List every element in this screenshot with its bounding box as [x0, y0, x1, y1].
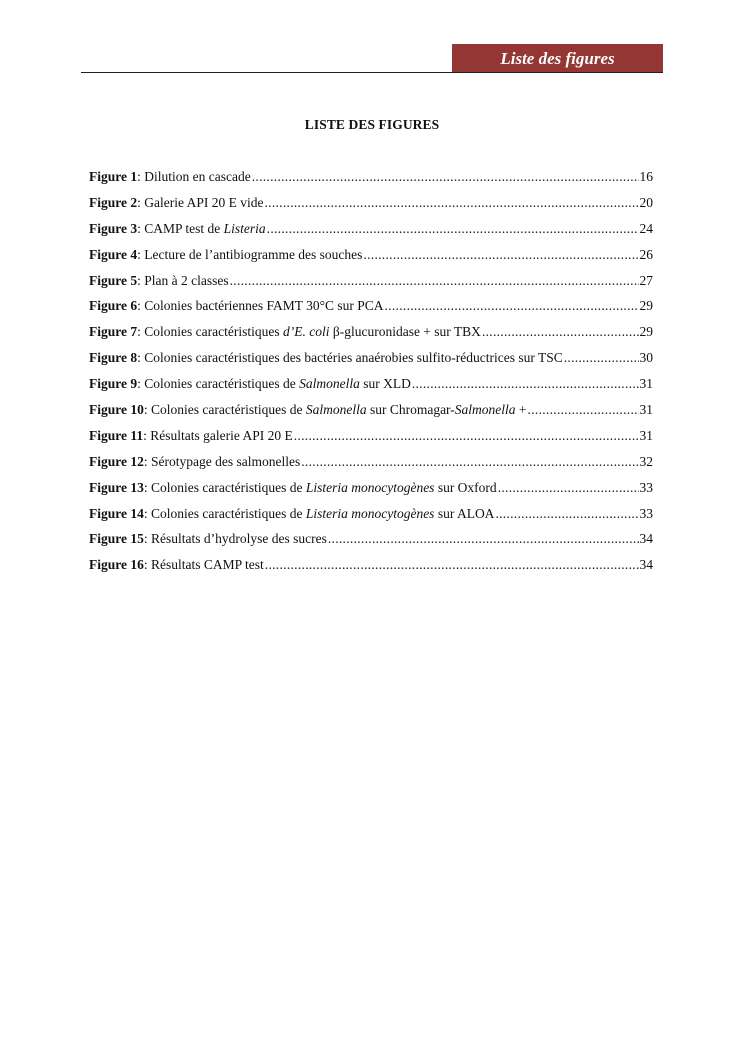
- figure-label: Figure 2: [89, 194, 138, 210]
- caption-text: : CAMP test de: [137, 220, 224, 236]
- figure-label: Figure 15: [89, 531, 144, 547]
- caption-text: : Colonies bactériennes FAMT 30°C sur PCA: [137, 298, 384, 314]
- figure-label: Figure 9: [89, 376, 138, 392]
- caption-italic-text: Salmonella: [299, 376, 360, 392]
- figure-label: Figure 11: [89, 427, 144, 443]
- caption-text: : Colonies caractéristiques de: [143, 505, 306, 521]
- toc-entry[interactable]: [89, 479, 653, 505]
- page-number: 20: [639, 194, 653, 210]
- page-number: 32: [639, 453, 653, 469]
- figure-caption: [137, 272, 228, 290]
- figure-caption: [137, 194, 263, 212]
- figure-caption: [144, 453, 300, 471]
- dot-leader: [267, 220, 639, 238]
- dot-leader: [252, 168, 639, 186]
- caption-text: sur Oxford: [434, 479, 497, 495]
- figure-list: [89, 168, 653, 582]
- caption-italic-text: d’E. coli: [282, 324, 330, 340]
- page-number: 29: [639, 298, 653, 314]
- caption-text: : Lecture de l’antibiogramme des souches: [137, 246, 363, 262]
- page-number: 33: [639, 505, 653, 521]
- toc-entry[interactable]: [89, 401, 653, 427]
- dot-leader: [294, 427, 639, 445]
- dot-leader: [265, 556, 639, 574]
- figure-label: Figure 8: [89, 350, 138, 366]
- page-number: 31: [639, 376, 653, 392]
- dot-leader: [264, 194, 638, 212]
- figure-caption: [137, 168, 251, 186]
- dot-leader: [385, 297, 639, 315]
- figure-label: Figure 5: [89, 272, 138, 288]
- page-number: 34: [639, 531, 653, 547]
- figure-label: Figure 13: [89, 479, 144, 495]
- figure-label: Figure 12: [89, 453, 144, 469]
- page-number: 31: [639, 427, 653, 443]
- caption-text: : Colonies caractéristiques: [137, 324, 283, 340]
- figure-caption: [143, 427, 293, 445]
- figure-label: Figure 10: [89, 402, 144, 418]
- toc-entry[interactable]: [89, 220, 653, 246]
- caption-italic-text: Listeria monocytogènes: [305, 479, 435, 495]
- toc-entry[interactable]: [89, 556, 653, 582]
- caption-italic-text: Salmonella: [454, 402, 516, 418]
- figure-caption: [137, 246, 362, 264]
- figure-caption: [144, 505, 495, 523]
- figure-caption: [137, 323, 481, 341]
- caption-text: : Colonies caractéristiques de: [137, 376, 300, 392]
- figure-caption: [137, 375, 411, 393]
- toc-entry[interactable]: [89, 297, 653, 323]
- figure-label: Figure 4: [89, 246, 138, 262]
- figure-label: Figure 7: [89, 324, 138, 340]
- caption-text: : Résultats d’hydrolyse des sucres: [143, 531, 327, 547]
- dot-leader: [363, 246, 638, 264]
- toc-entry[interactable]: [89, 194, 653, 220]
- page-number: 33: [639, 479, 653, 495]
- dot-leader: [230, 272, 639, 290]
- dot-leader: [328, 530, 639, 548]
- figure-caption: [137, 220, 266, 238]
- dot-leader: [564, 349, 639, 367]
- caption-text: : Galerie API 20 E vide: [137, 194, 264, 210]
- caption-italic-text: Listeria monocytogènes: [305, 505, 435, 521]
- figure-label: Figure 1: [89, 169, 138, 184]
- caption-text: : Colonies caractéristiques de: [143, 479, 306, 495]
- dot-leader: [498, 479, 639, 497]
- header-section-title: Liste des figures: [500, 48, 615, 68]
- page-number: 24: [639, 220, 653, 236]
- figure-caption: [144, 530, 327, 548]
- toc-entry[interactable]: [89, 375, 653, 401]
- dot-leader: [495, 505, 638, 523]
- caption-text: : Résultats CAMP test: [143, 557, 264, 573]
- caption-text: sur XLD: [359, 376, 411, 392]
- caption-text: : Plan à 2 classes: [137, 272, 229, 288]
- toc-entry[interactable]: [89, 453, 653, 479]
- toc-entry[interactable]: [89, 530, 653, 556]
- dot-leader: [301, 453, 638, 471]
- toc-entry[interactable]: [89, 349, 653, 375]
- caption-text: : Colonies caractéristiques des bactéries anaérobies sulfito-réductrices sur TSC: [137, 350, 563, 366]
- toc-entry[interactable]: [89, 168, 653, 194]
- caption-text: +: [515, 402, 527, 418]
- header-section-tab: [452, 44, 663, 73]
- header-rule: [81, 72, 663, 73]
- figure-caption: [144, 401, 527, 419]
- page-number: 31: [639, 402, 653, 418]
- page-number: 16: [639, 169, 653, 184]
- caption-italic-text: Listeria: [223, 220, 266, 236]
- page-number: 34: [639, 557, 653, 573]
- caption-text: : Résultats galerie API 20 E: [143, 427, 293, 443]
- caption-text: : Sérotypage des salmonelles: [143, 453, 301, 469]
- toc-entry[interactable]: [89, 427, 653, 453]
- caption-italic-text: Salmonella: [305, 402, 367, 418]
- page-number: 27: [639, 272, 653, 288]
- page-number: 26: [639, 246, 653, 262]
- page-title: LISTE DES FIGURES: [304, 117, 440, 132]
- figure-caption: [144, 556, 264, 574]
- toc-entry[interactable]: [89, 246, 653, 272]
- dot-leader: [528, 401, 639, 419]
- figure-caption: [137, 349, 563, 367]
- caption-text: : Dilution en cascade: [137, 169, 251, 184]
- figure-caption: [137, 297, 383, 315]
- toc-entry[interactable]: [89, 272, 653, 298]
- caption-text: sur Chromagar-: [366, 402, 455, 418]
- dot-leader: [482, 323, 639, 341]
- figure-label: Figure 16: [89, 557, 144, 573]
- figure-label: Figure 6: [89, 298, 138, 314]
- figure-label: Figure 3: [89, 220, 138, 236]
- caption-text: : Colonies caractéristiques de: [143, 402, 306, 418]
- toc-entry[interactable]: [89, 505, 653, 531]
- page-number: 30: [639, 350, 653, 366]
- dot-leader: [412, 375, 639, 393]
- caption-text: β-glucuronidase + sur TBX: [329, 324, 481, 340]
- page-number: 29: [639, 324, 653, 340]
- figure-label: Figure 14: [89, 505, 144, 521]
- toc-entry[interactable]: [89, 323, 653, 349]
- figure-caption: [144, 479, 497, 497]
- caption-text: sur ALOA: [434, 505, 495, 521]
